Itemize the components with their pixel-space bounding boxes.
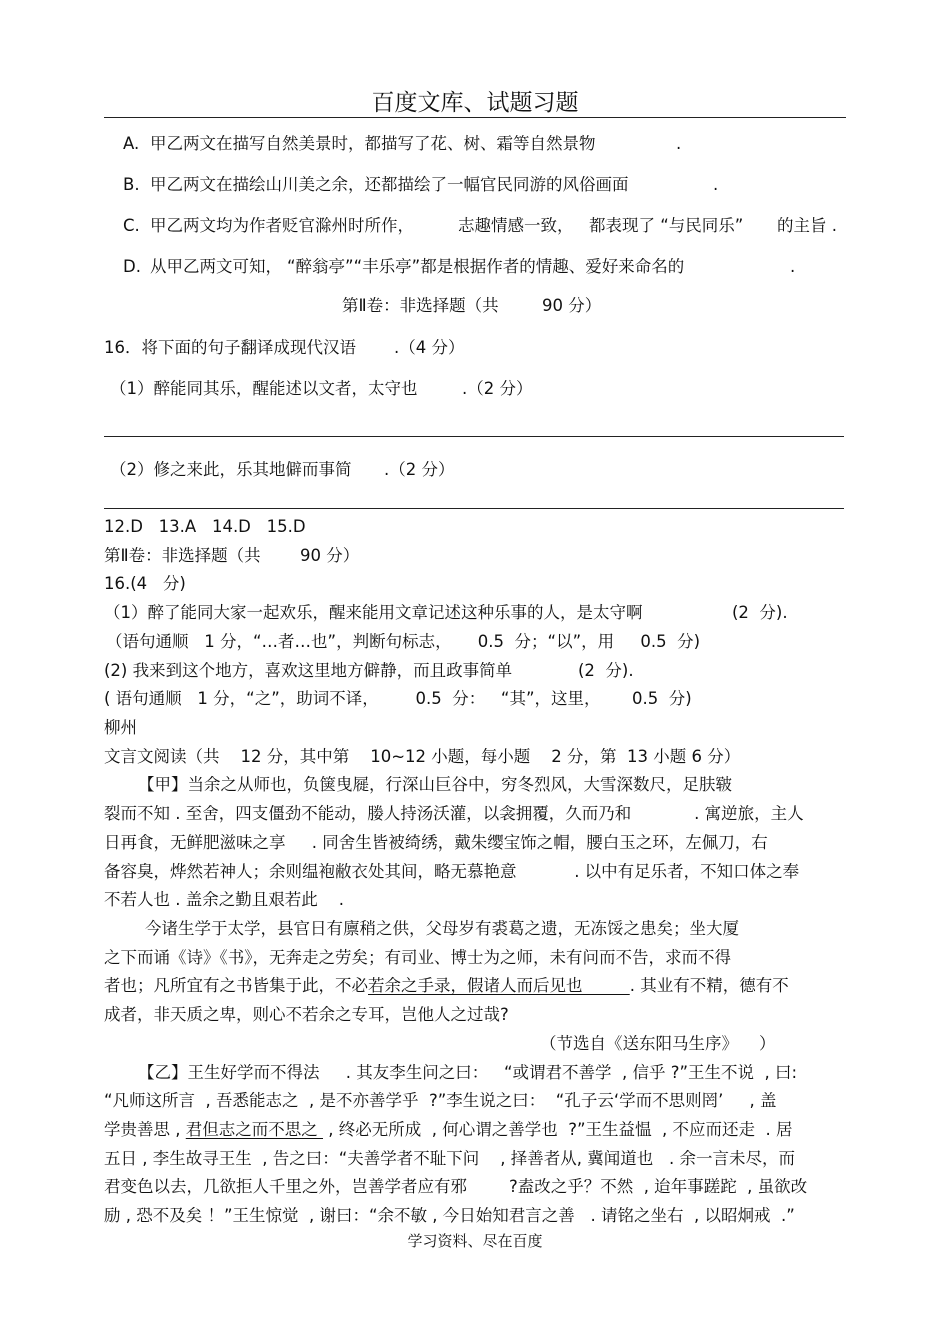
option-b-end: . (713, 175, 719, 194)
passage-jia-line-5: 不若人也 . 盖余之勤且艰若此 . (104, 890, 344, 909)
passage-jia-source: （节选自《送东阳马生序》 ） (540, 1034, 776, 1053)
answer-1-note: （语句通顺 1 分，“…者…也”，判断句标志， 0.5 分；“以”，用 0.5 分) (106, 632, 701, 651)
answer-section2-score: 90 分） (300, 546, 360, 565)
q16-sentence-1: （1）醉能同其乐，醒能述以文者，太守也 (110, 379, 418, 398)
section2-label: 第Ⅱ卷：非选择题（共 (342, 296, 499, 315)
passage-yi-line-5: 君变色以去，几欲拒人千里之外，岂善学者应有邪 ?盍改之乎？不然 , 迨年事蹉跎 , 虽欲改 (104, 1177, 808, 1196)
place-label: 柳州 (104, 718, 137, 737)
answer-q16-head: 16.(4 分) (104, 574, 186, 593)
passage-yi-line-3-b: , 终必无所成 , 何心谓之善学也 ?”王生益愠 , 不应而还走 . 居 (323, 1120, 793, 1139)
option-c-end: 的主旨 . (777, 216, 837, 235)
answer-1: （1）醉了能同大家一起欢乐，醒来能用文章记述这种乐事的人，是太守啊 (104, 603, 643, 622)
passage-yi-line-3 (104, 1118, 792, 1142)
q16-sentence-2: （2）修之来此，乐其地僻而事简 (110, 460, 352, 479)
option-d-end: . (790, 257, 796, 276)
passage-jia-line-8-b: . 其业有不精，德有不 (629, 976, 789, 995)
option-b-text: 甲乙两文在描绘山川美之余，还都描绘了一幅官民同游的风俗画面 (150, 175, 629, 194)
answer-2: (2) 我来到这个地方，喜欢这里地方僻静，而且政事简单 (104, 661, 513, 680)
answer-1-score: (2 分). (732, 603, 788, 622)
passage-jia-line-7: 之下而诵《诗》《书》，无奔走之劳矣；有司业、博士为之师，未有问而不告，求而不得 (104, 948, 731, 967)
passage-yi-line-3-a: 学贵善思 , (104, 1120, 186, 1139)
q16-sentence-2-score: .（2 分） (384, 460, 455, 479)
passage-jia-line-6: 今诸生学于太学，县官日有廪稍之供，父母岁有裘葛之遗，无冻馁之患矣；坐大厦 (145, 919, 739, 938)
answer-2-note: ( 语句通顺 1 分，“之”，助词不译， 0.5 分： “其”，这里， 0.5 分) (104, 689, 692, 708)
page-footer: 学习资料、尽在百度 (407, 1232, 543, 1250)
answer-2-score: (2 分). (578, 661, 634, 680)
option-c-mid: 志趣情感一致， (458, 216, 574, 235)
passage-yi-line-2: “凡师这所言 , 吾悉能志之 , 是不亦善学乎 ?”李生说之曰： “孔子云‘学而不思则罔’ , 盖 (104, 1091, 777, 1110)
option-a-end: . (676, 134, 682, 153)
passage-jia-line-9: 成者，非天质之卑，则心不若余之专耳，岂他人之过哉? (104, 1005, 509, 1024)
option-d-mid: “醉翁亭”“丰乐亭”都是根据作者的情趣、爱好来命名的 (287, 257, 685, 276)
passage-jia-line-8 (104, 974, 789, 998)
passage-jia-line-8-a: 者也；凡所宜有之书皆集于此，不必 (104, 976, 368, 995)
passage-jia-line-4: 备容臭，烨然若神人；余则缊袍敝衣处其间，略无慕艳意 . 以中有足乐者，不知口体之奉 (104, 862, 800, 881)
q16-sentence-1-score: .（2 分） (462, 379, 533, 398)
passage-jia-line-1: 【甲】当余之从师也，负箧曳屣，行深山巨谷中，穷冬烈风，大雪深数尺，足肤皲 (138, 775, 732, 794)
passage-jia-line-3: 日再食，无鲜肥滋味之享 . 同舍生皆被绮绣，戴朱缨宝饰之帽，腰白玉之环，左佩刀，右 (104, 833, 768, 852)
passage-yi-underlined: 君但志之而不思之 (185, 1120, 323, 1139)
option-c-letter: C. (123, 216, 140, 235)
option-a-text: 甲乙两文在描写自然美景时，都描写了花、树、霜等自然景物 (150, 134, 596, 153)
option-a-letter: A. (123, 134, 140, 153)
option-b-letter: B. (123, 175, 140, 194)
reading-heading: 文言文阅读（共 12 分，其中第 10~12 小题，每小题 2 分，第 13 小题 6 分） (104, 747, 741, 766)
title-divider (104, 117, 846, 118)
passage-yi-line-1: 【乙】王生好学而不得法 . 其友李生问之曰： “或谓君不善学 , 信乎 ?”王生不说 , 曰: (138, 1063, 798, 1082)
answer-key-mc: 12.D 13.A 14.D 15.D (104, 517, 306, 536)
answer-line-2 (104, 508, 844, 509)
answer-section2-label: 第Ⅱ卷：非选择题（共 (104, 546, 261, 565)
answer-line-1 (104, 436, 844, 437)
passage-yi-line-6: 励 , 恐不及矣 ！”王生惊觉 , 谢曰：“余不敏 , 今日始知君言之善 . 请铭之坐右 , 以昭炯戒 .” (104, 1206, 795, 1225)
passage-jia-line-2: 裂而不知 . 至舍，四支僵劲不能动，媵人持汤沃灌，以衾拥覆，久而乃和 . 寓逆旅，主人 (104, 804, 804, 823)
option-d-letter: D. (123, 257, 141, 276)
q16-stem: 16．将下面的句子翻译成现代汉语 (104, 338, 356, 357)
option-d-text: 从甲乙两文可知， (150, 257, 282, 276)
page-title: 百度文库、试题习题 (371, 90, 579, 116)
option-c-text: 甲乙两文均为作者贬官滁州时所作， (150, 216, 414, 235)
passage-jia-underlined: 若余之手录，假诸人而后见也 (368, 976, 630, 995)
q16-stem-score: .（4 分） (394, 338, 465, 357)
passage-yi-line-4: 五日 , 李生故寻王生 , 告之曰：“夫善学者不耻下问 , 择善者从, 冀闻道也 . 余一言未尽，而 (104, 1149, 795, 1168)
option-c-mid2: 都表现了 “与民同乐” (589, 216, 744, 235)
section2-score: 90 分） (542, 296, 602, 315)
